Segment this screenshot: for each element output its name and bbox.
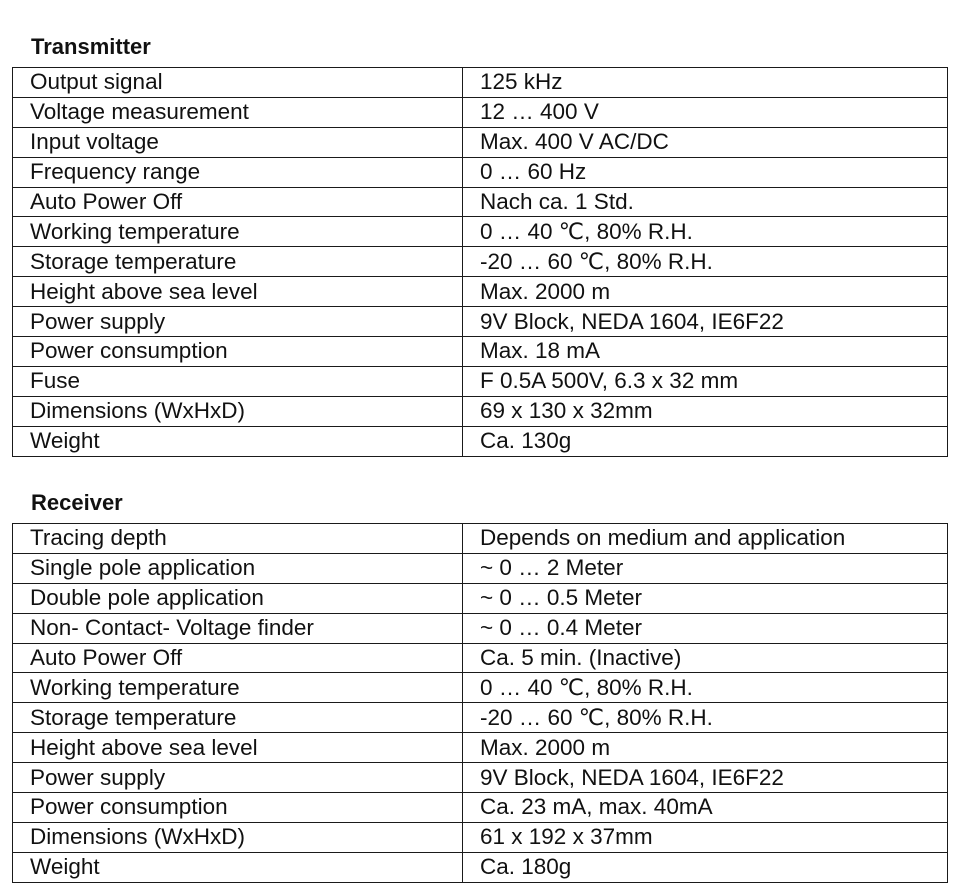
spec-value-cell: Nach ca. 1 Std. <box>463 187 948 217</box>
spec-row <box>13 337 948 367</box>
spec-value-cell: Ca. 130g <box>463 426 948 456</box>
spec-value-cell: 0 … 40 ℃, 80% R.H. <box>463 217 948 247</box>
spec-label-cell: Height above sea level <box>13 733 463 763</box>
spec-label-cell: Fuse <box>13 366 463 396</box>
spec-value-cell: Ca. 23 mA, max. 40mA <box>463 793 948 823</box>
spec-value-cell: 0 … 60 Hz <box>463 157 948 187</box>
spec-value-cell: Max. 400 V AC/DC <box>463 127 948 157</box>
receiver-spec-table <box>12 523 948 883</box>
spec-value-cell: 61 x 192 x 37mm <box>463 822 948 852</box>
spec-value-cell: Max. 2000 m <box>463 277 948 307</box>
spec-row <box>13 217 948 247</box>
spec-label-cell: Voltage measurement <box>13 97 463 127</box>
spec-row <box>13 733 948 763</box>
spec-value-cell: Max. 2000 m <box>463 733 948 763</box>
spec-row <box>13 366 948 396</box>
spec-label-cell: Power consumption <box>13 793 463 823</box>
spec-value-cell: 69 x 130 x 32mm <box>463 396 948 426</box>
receiver-section-title: Receiver <box>31 490 123 515</box>
spec-label-cell: Power consumption <box>13 337 463 367</box>
spec-row <box>13 524 948 554</box>
spec-label-cell: Height above sea level <box>13 277 463 307</box>
spec-row <box>13 852 948 882</box>
spec-value-cell: 125 kHz <box>463 68 948 98</box>
spec-row <box>13 396 948 426</box>
spec-row <box>13 277 948 307</box>
spec-value-cell: Ca. 180g <box>463 852 948 882</box>
spec-value-cell: ~ 0 … 0.5 Meter <box>463 583 948 613</box>
spec-value-cell: F 0.5A 500V, 6.3 x 32 mm <box>463 366 948 396</box>
spec-row <box>13 247 948 277</box>
spec-label-cell: Dimensions (WxHxD) <box>13 822 463 852</box>
spec-value-cell: -20 … 60 ℃, 80% R.H. <box>463 703 948 733</box>
spec-value-cell: 12 … 400 V <box>463 97 948 127</box>
spec-row <box>13 68 948 98</box>
spec-row <box>13 157 948 187</box>
spec-row <box>13 613 948 643</box>
spec-label-cell: Dimensions (WxHxD) <box>13 396 463 426</box>
spec-value-cell: 9V Block, NEDA 1604, IE6F22 <box>463 307 948 337</box>
spec-value-cell: ~ 0 … 2 Meter <box>463 553 948 583</box>
spec-label-cell: Double pole application <box>13 583 463 613</box>
spec-row <box>13 127 948 157</box>
spec-label-cell: Storage temperature <box>13 703 463 733</box>
spec-label-cell: Input voltage <box>13 127 463 157</box>
spec-value-cell: -20 … 60 ℃, 80% R.H. <box>463 247 948 277</box>
spec-label-cell: Working temperature <box>13 673 463 703</box>
spec-label-cell: Tracing depth <box>13 524 463 554</box>
spec-row <box>13 703 948 733</box>
spec-value-cell: Depends on medium and application <box>463 524 948 554</box>
spec-row <box>13 673 948 703</box>
spec-row <box>13 763 948 793</box>
spec-label-cell: Output signal <box>13 68 463 98</box>
spec-row <box>13 426 948 456</box>
spec-row <box>13 97 948 127</box>
spec-label-cell: Auto Power Off <box>13 187 463 217</box>
spec-value-cell: Max. 18 mA <box>463 337 948 367</box>
spec-row <box>13 643 948 673</box>
spec-value-cell: 9V Block, NEDA 1604, IE6F22 <box>463 763 948 793</box>
spec-label-cell: Power supply <box>13 763 463 793</box>
spec-label-cell: Power supply <box>13 307 463 337</box>
spec-row <box>13 187 948 217</box>
transmitter-section-title: Transmitter <box>31 34 151 59</box>
spec-label-cell: Weight <box>13 426 463 456</box>
spec-row <box>13 793 948 823</box>
spec-label-cell: Storage temperature <box>13 247 463 277</box>
spec-label-cell: Frequency range <box>13 157 463 187</box>
spec-row <box>13 307 948 337</box>
spec-label-cell: Working temperature <box>13 217 463 247</box>
spec-value-cell: Ca. 5 min. (Inactive) <box>463 643 948 673</box>
spec-label-cell: Weight <box>13 852 463 882</box>
spec-row <box>13 583 948 613</box>
spec-value-cell: ~ 0 … 0.4 Meter <box>463 613 948 643</box>
spec-label-cell: Non- Contact- Voltage finder <box>13 613 463 643</box>
spec-label-cell: Auto Power Off <box>13 643 463 673</box>
spec-value-cell: 0 … 40 ℃, 80% R.H. <box>463 673 948 703</box>
spec-row <box>13 553 948 583</box>
spec-label-cell: Single pole application <box>13 553 463 583</box>
spec-row <box>13 822 948 852</box>
transmitter-spec-table <box>12 67 948 457</box>
